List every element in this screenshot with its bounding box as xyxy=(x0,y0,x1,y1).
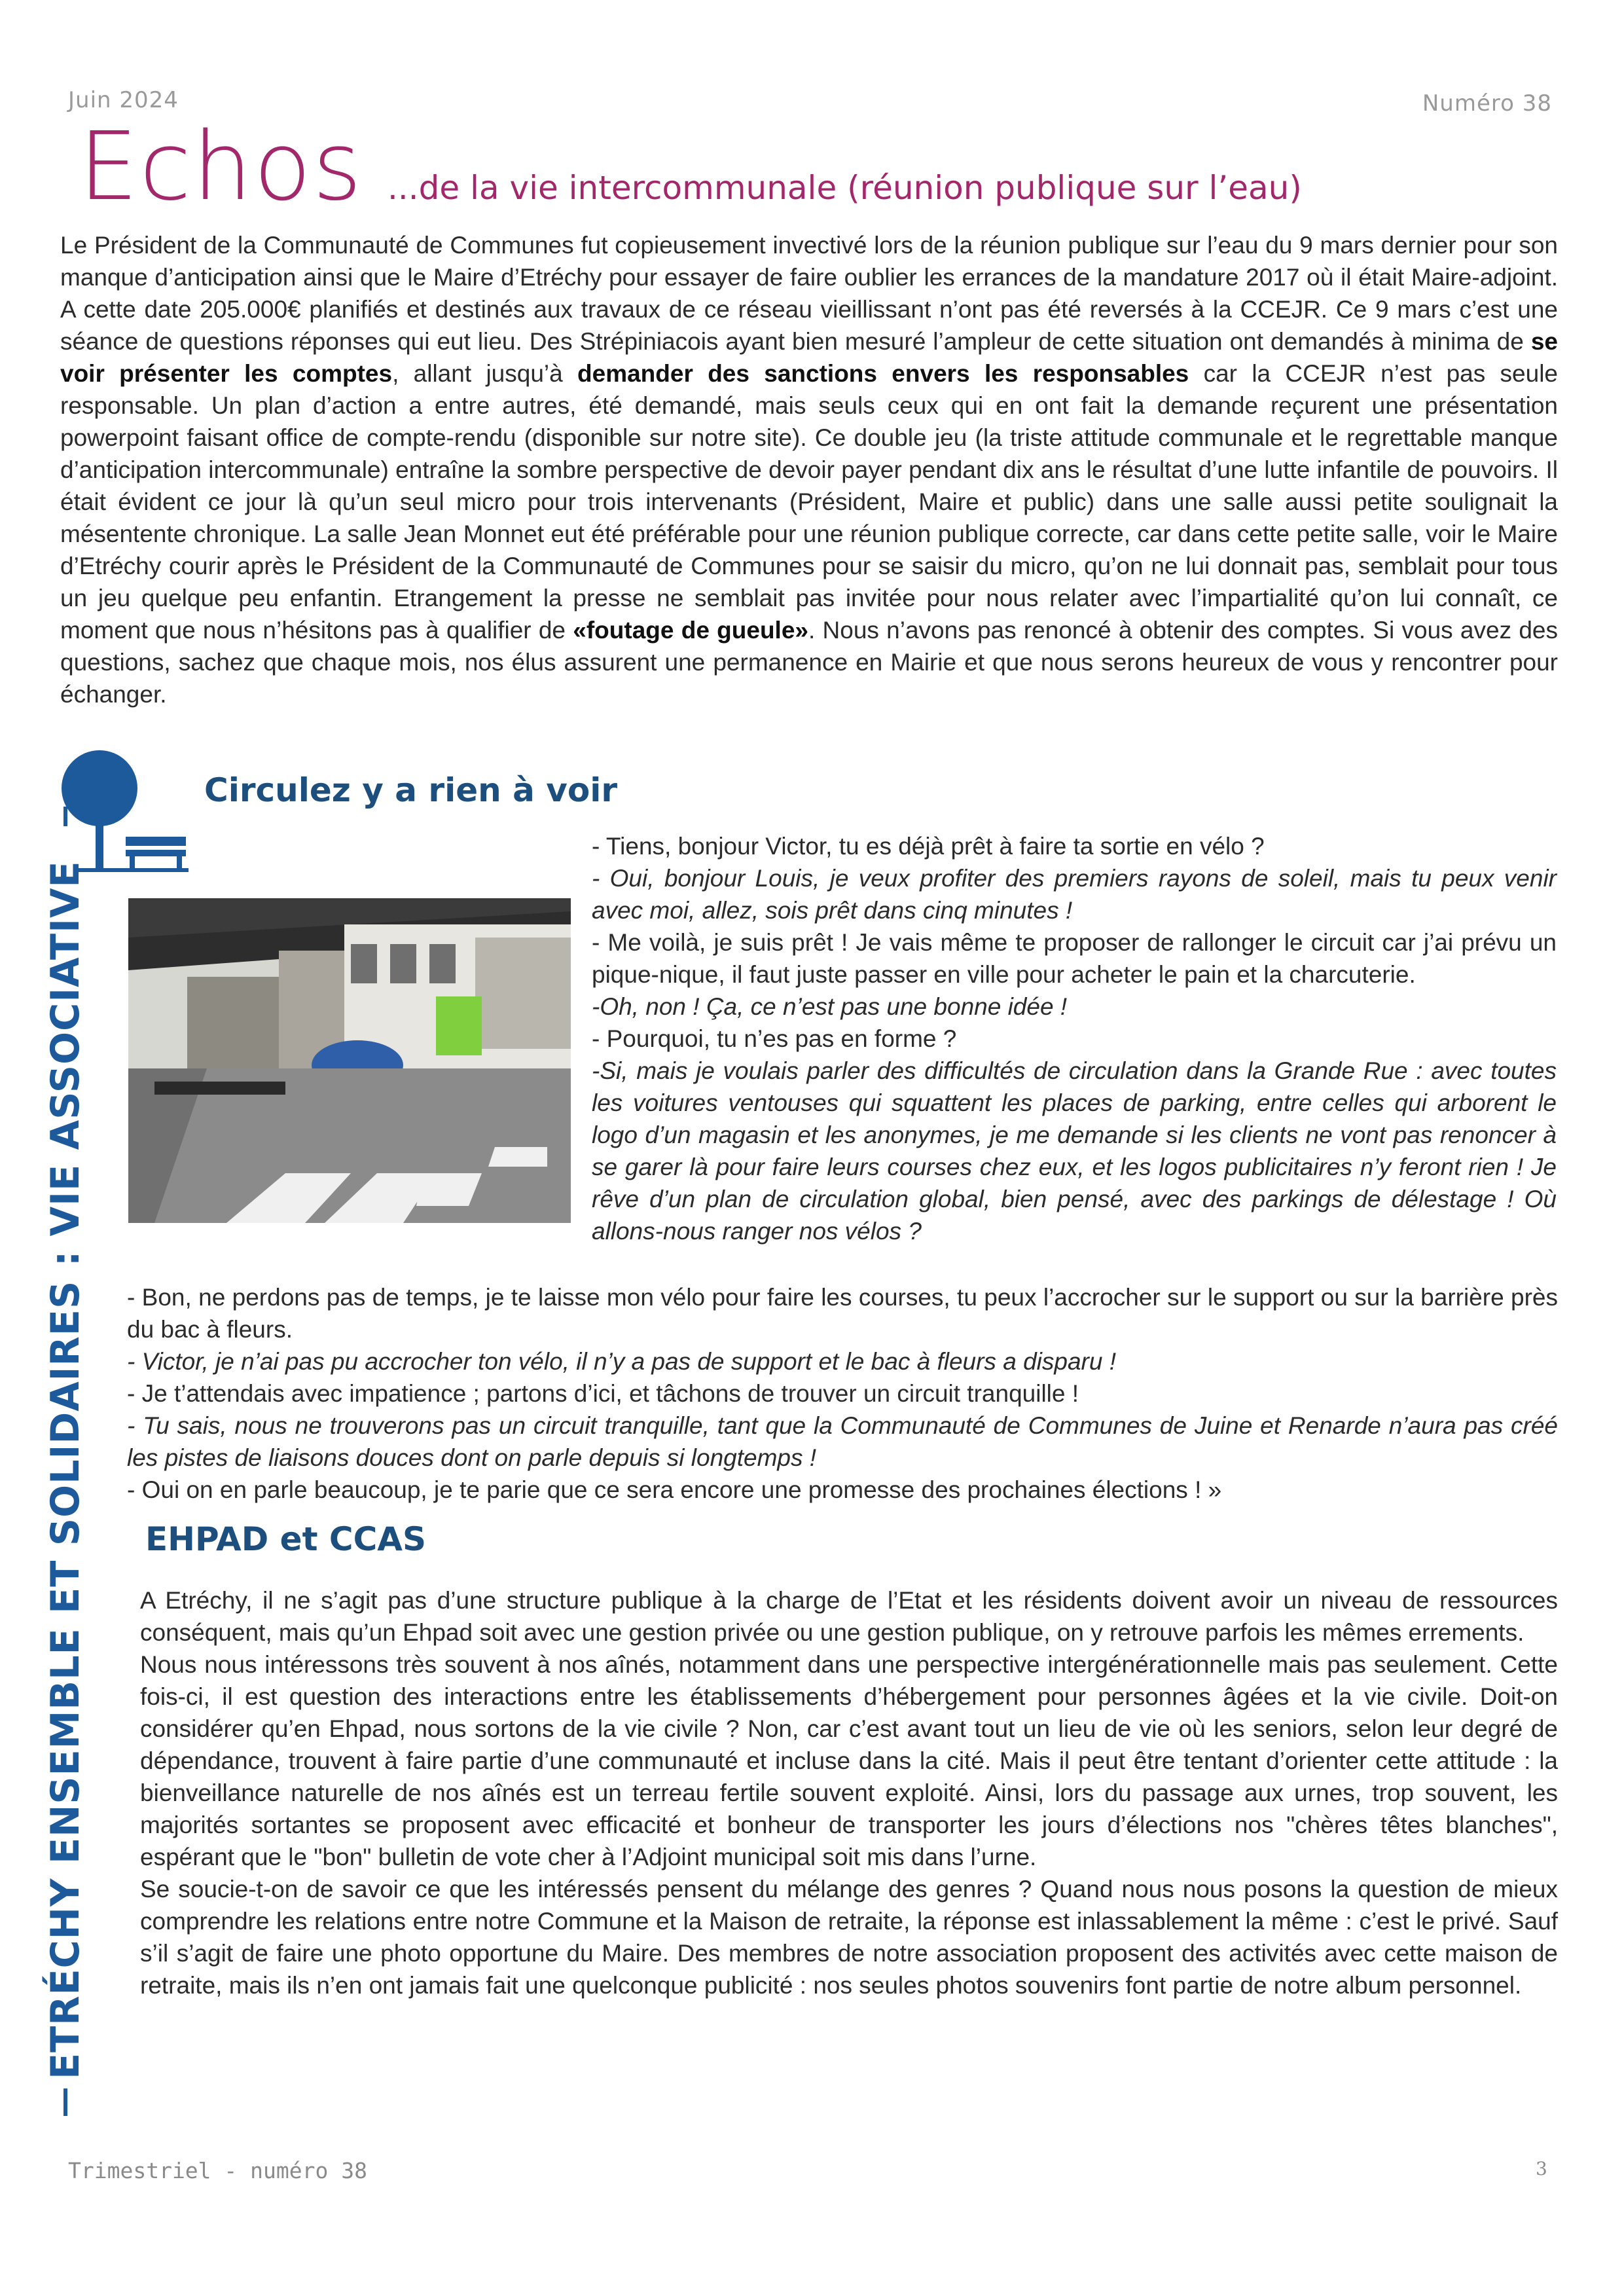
ehpad-article xyxy=(140,1584,1558,2001)
dialogue-line: - Tu sais, nous ne trouverons pas un circuit tranquille, tant que la Communauté de Communes de Juine et Renarde n’aura pas créé les pistes de liaisons douces dont on parle depuis si longtemps ! xyxy=(127,1412,1558,1471)
ehpad-paragraph: Nous nous intéressons très souvent à nos aînés, notamment dans une perspective intergénérationnelle mais pas seulement. Cette fois-ci, il est question des interactions entre les établissements d’hébergement pour personnes âgées et la vie civile. Doit-on considérer qu’en Ehpad, nous sortons de la vie civile ? Non, car c’est avant tout un lieu de vie où les seniors, selon leur degré de dépendance, trouvent à faire partie d’une communauté et incluse dans la cité. Mais il peut être tentant d’orienter cette attitude : la bienveillance naturelle de nos aînés est un terreau fertile souvent exploité. Ainsi, lors du passage aux urnes, trop souvent, les majorités sortantes se proposent avec efficacité et bonheur de transporter les jours d’élections nos "chères têtes blanches", espérant que le "bon" bulletin de vote cher à l’Adjoint municipal soit mis dans l’urne. xyxy=(140,1651,1558,1870)
section-title-circulez: Circulez y a rien à voir xyxy=(204,771,618,809)
dialogue-full-width xyxy=(127,1281,1558,1506)
intro-bold-3: «foutage de gueule» xyxy=(573,617,808,644)
sidebar-rule-start xyxy=(63,2088,67,2116)
intro-bold-1: se voir présenter les comptes xyxy=(60,328,1558,387)
dialogue-line: - Oui on en parle beaucoup, je te parie que ce sera encore une promesse des prochaines élections ! » xyxy=(127,1476,1222,1503)
intro-text-4: . Nous n’avons pas renoncé à obtenir des comptes. Si vous avez des questions, sachez que chaque mois, nos élus assurent une permanence en Mairie et que nous serons heureux de vous y rencontrer pour échanger. xyxy=(60,617,1558,708)
intro-text-2: , allant jusqu’à xyxy=(392,360,578,387)
dialogue-line: - Bon, ne perdons pas de temps, je te laisse mon vélo pour faire les courses, tu peux l’accrocher sur le support ou sur la barrière près du bac à fleurs. xyxy=(127,1284,1558,1343)
dialogue-line: - Me voilà, je suis prêt ! Je vais même te proposer de rallonger le circuit car j’ai prévu un pique-nique, il faut juste passer en ville pour acheter le pain et la charcuterie. xyxy=(592,929,1557,988)
page-subtitle: ...de la vie intercommunale (réunion publique sur l’eau) xyxy=(388,169,1302,207)
dialogue-line: - Oui, bonjour Louis, je veux profiter des premiers rayons de soleil, mais tu peux venir avec moi, allez, sois prêt dans cinq minutes ! xyxy=(592,865,1557,924)
sidebar-rule-end xyxy=(63,807,67,826)
intro-text-1: Le Président de la Communauté de Communes fut copieusement invectivé lors de la réunion publique sur l’eau du 9 mars dernier pour son manque d’anticipation ainsi que le Maire d’Etréchy pour essayer de faire oublier les errances de la mandature 2017 où il était Maire-adjoint. A cette date 205.000€ planifiés et destinés aux travaux de ce réseau vieillissant n’ont pas été reversés à la CCEJR. Ce 9 mars c’est une séance de questions réponses qui eut lieu. Des Strépiniacois ayant bien mesuré l’ampleur de cette situation ont demandés à minima de xyxy=(60,232,1558,355)
page-number: 3 xyxy=(1536,2158,1547,2179)
dialogue-line: - Pourquoi, tu n’es pas en forme ? xyxy=(592,1025,957,1052)
dialogue-line: -Oh, non ! Ça, ce n’est pas une bonne idée ! xyxy=(592,993,1068,1020)
issue-number: Numéro 38 xyxy=(1422,90,1552,117)
dialogue-line: - Victor, je n’ai pas pu accrocher ton vélo, il n’y a pas de support et le bac à fleurs a disparu ! xyxy=(127,1348,1116,1375)
intro-text-3: car la CCEJR n’est pas seule responsable. Un plan d’action a entre autres, été demandé, mais seuls ceux qui en ont fait la demande reçurent une présentation powerpoint faisant office de compte-rendu (disponible sur notre site). Ce double jeu (la triste attitude communale et le regrettable manque d’anticipation intercommunale) entraîne la sombre perspective de devoir payer pendant dix ans le résultat d’une lutte infantile de pouvoirs. Il était évident ce jour là qu’un seul micro pour trois intervenants (Président, Maire et public) dans une salle aussi petite soulignait la mésentente chronique. La salle Jean Monnet eut été préférable pour une réunion publique correcte, car dans cette petite salle, voir le Maire d’Etréchy courir après le Président de la Communauté de Communes pour se saisir du micro, qu’on ne lui donnait pas, semblait pour tous un jeu quelque peu enfantin. Etrangement la presse ne semblait pas invitée pour nous relater avec l’impartialité qu’on lui connaît, ce moment que nous n’hésitons pas à qualifier de xyxy=(60,360,1559,644)
dialogue-line: - Je t’attendais avec impatience ; partons d’ici, et tâchons de trouver un circuit tranquille ! xyxy=(127,1380,1079,1407)
street-photo xyxy=(128,898,571,1223)
section-title-ehpad: EHPAD et CCAS xyxy=(145,1520,426,1558)
sidebar-vertical-title xyxy=(33,807,98,2116)
page-title: Echos xyxy=(79,111,363,221)
sidebar-title-text: ETRÉCHY ENSEMBLE ET SOLIDAIRES : VIE ASSOCIATIVE xyxy=(43,860,88,2079)
ehpad-paragraph: Se soucie-t-on de savoir ce que les intéressés pensent du mélange des genres ? Quand nous nous posons la question de mieux comprendre les relations entre notre Commune et la Maison de retraite, la réponse est inlassablement la même : c’est le privé. Sauf s’il s’agit de faire une photo opportune du Maire. Des membres de notre association proposent des activités avec cette maison de retraite, mais ils n’en ont jamais fait une quelconque publicité : nos seules photos souvenirs font partie de notre album personnel. xyxy=(140,1876,1558,1999)
dialogue-right-column xyxy=(592,830,1557,1247)
intro-bold-2: demander des sanctions envers les responsables xyxy=(577,360,1189,387)
intro-article xyxy=(60,229,1558,710)
footer-publication: Trimestriel - numéro 38 xyxy=(68,2158,367,2183)
dialogue-line: - Tiens, bonjour Victor, tu es déjà prêt à faire ta sortie en vélo ? xyxy=(592,833,1265,860)
issue-date: Juin 2024 xyxy=(68,87,179,113)
ehpad-paragraph: A Etréchy, il ne s’agit pas d’une structure publique à la charge de l’Etat et les résidents doivent avoir un niveau de ressources conséquent, mais qu’un Ehpad soit avec une gestion privée ou une gestion publique, on y retrouve parfois les mêmes errements. xyxy=(140,1587,1558,1646)
dialogue-line: -Si, mais je voulais parler des difficultés de circulation dans la Grande Rue : avec toutes les voitures ventouses qui squattent les places de parking, entre celles qui arborent le logo d’un magasin et les anonymes, je me demande si les clients ne vont pas renoncer à se garer là pour faire leurs courses chez eux, et les logos publicitaires n’y feront rien ! Je rêve d’un plan de circulation global, bien pensé, avec des parkings de délestage ! Où allons-nous ranger nos vélos ? xyxy=(592,1057,1557,1245)
